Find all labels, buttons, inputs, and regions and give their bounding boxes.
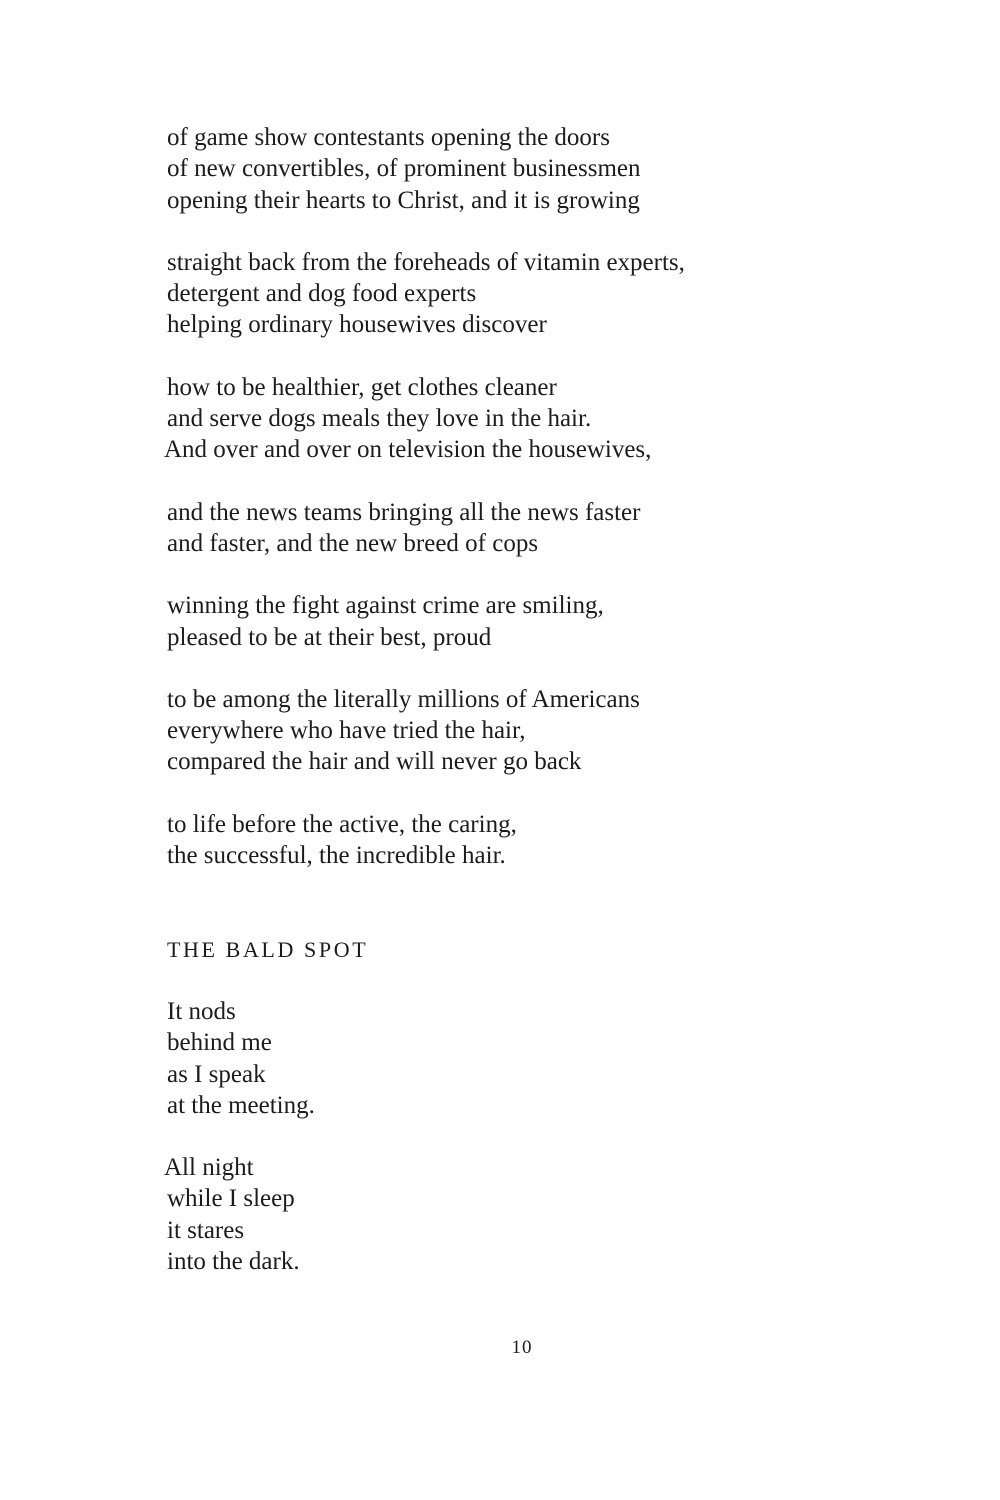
stanza [164, 372, 867, 466]
poem-line: detergent and dog food experts [167, 280, 477, 308]
stanza [167, 247, 867, 341]
stanza [167, 122, 867, 216]
poem-line: All night [164, 1154, 254, 1182]
poem-line: as I speak [167, 1060, 266, 1088]
stanza [167, 497, 867, 560]
poem-line: at the meeting. [167, 1091, 315, 1119]
poem-line: it stares [167, 1216, 245, 1244]
stanza [167, 996, 767, 1121]
poem-line: of new convertibles, of prominent businessmen [167, 155, 641, 183]
poem-line: of game show contestants opening the doors [167, 124, 610, 151]
poem-line: helping ordinary housewives discover [167, 311, 547, 339]
poem-line: everywhere who have tried the hair, [167, 717, 526, 745]
poem-line: to life before the active, the caring, [167, 810, 517, 838]
poem-line: how to be healthier, get clothes cleaner [167, 373, 557, 401]
poem-line: into the dark. [167, 1248, 300, 1276]
poem-line: compared the hair and will never go back [167, 748, 582, 776]
poem-line: pleased to be at their best, proud [167, 623, 492, 651]
poem-continued [164, 122, 867, 871]
page-number: 10 [511, 1337, 533, 1358]
poem-line: straight back from the foreheads of vitamin experts, [167, 248, 685, 276]
poem-title: THE BALD SPOT [167, 937, 369, 962]
poem-bald-spot [164, 996, 767, 1277]
poem-line: and faster, and the new breed of cops [167, 529, 539, 557]
poem-line: to be among the literally millions of Americans [167, 685, 640, 713]
poem-line: And over and over on television the housewives, [164, 436, 652, 464]
poem-line: and serve dogs meals they love in the hair. [167, 405, 592, 433]
stanza [164, 1152, 767, 1277]
stanza [167, 590, 867, 653]
poem-line: behind me [167, 1029, 272, 1057]
poem-line: while I sleep [167, 1185, 295, 1213]
poem-line: opening their hearts to Christ, and it is growing [167, 186, 640, 214]
poem-line: winning the fight against crime are smiling, [167, 592, 604, 620]
stanza [167, 809, 867, 872]
poem-line: the successful, the incredible hair. [167, 842, 506, 870]
stanza [167, 684, 867, 778]
poem-line: It nods [167, 998, 236, 1025]
poem-line: and the news teams bringing all the news faster [167, 498, 641, 526]
